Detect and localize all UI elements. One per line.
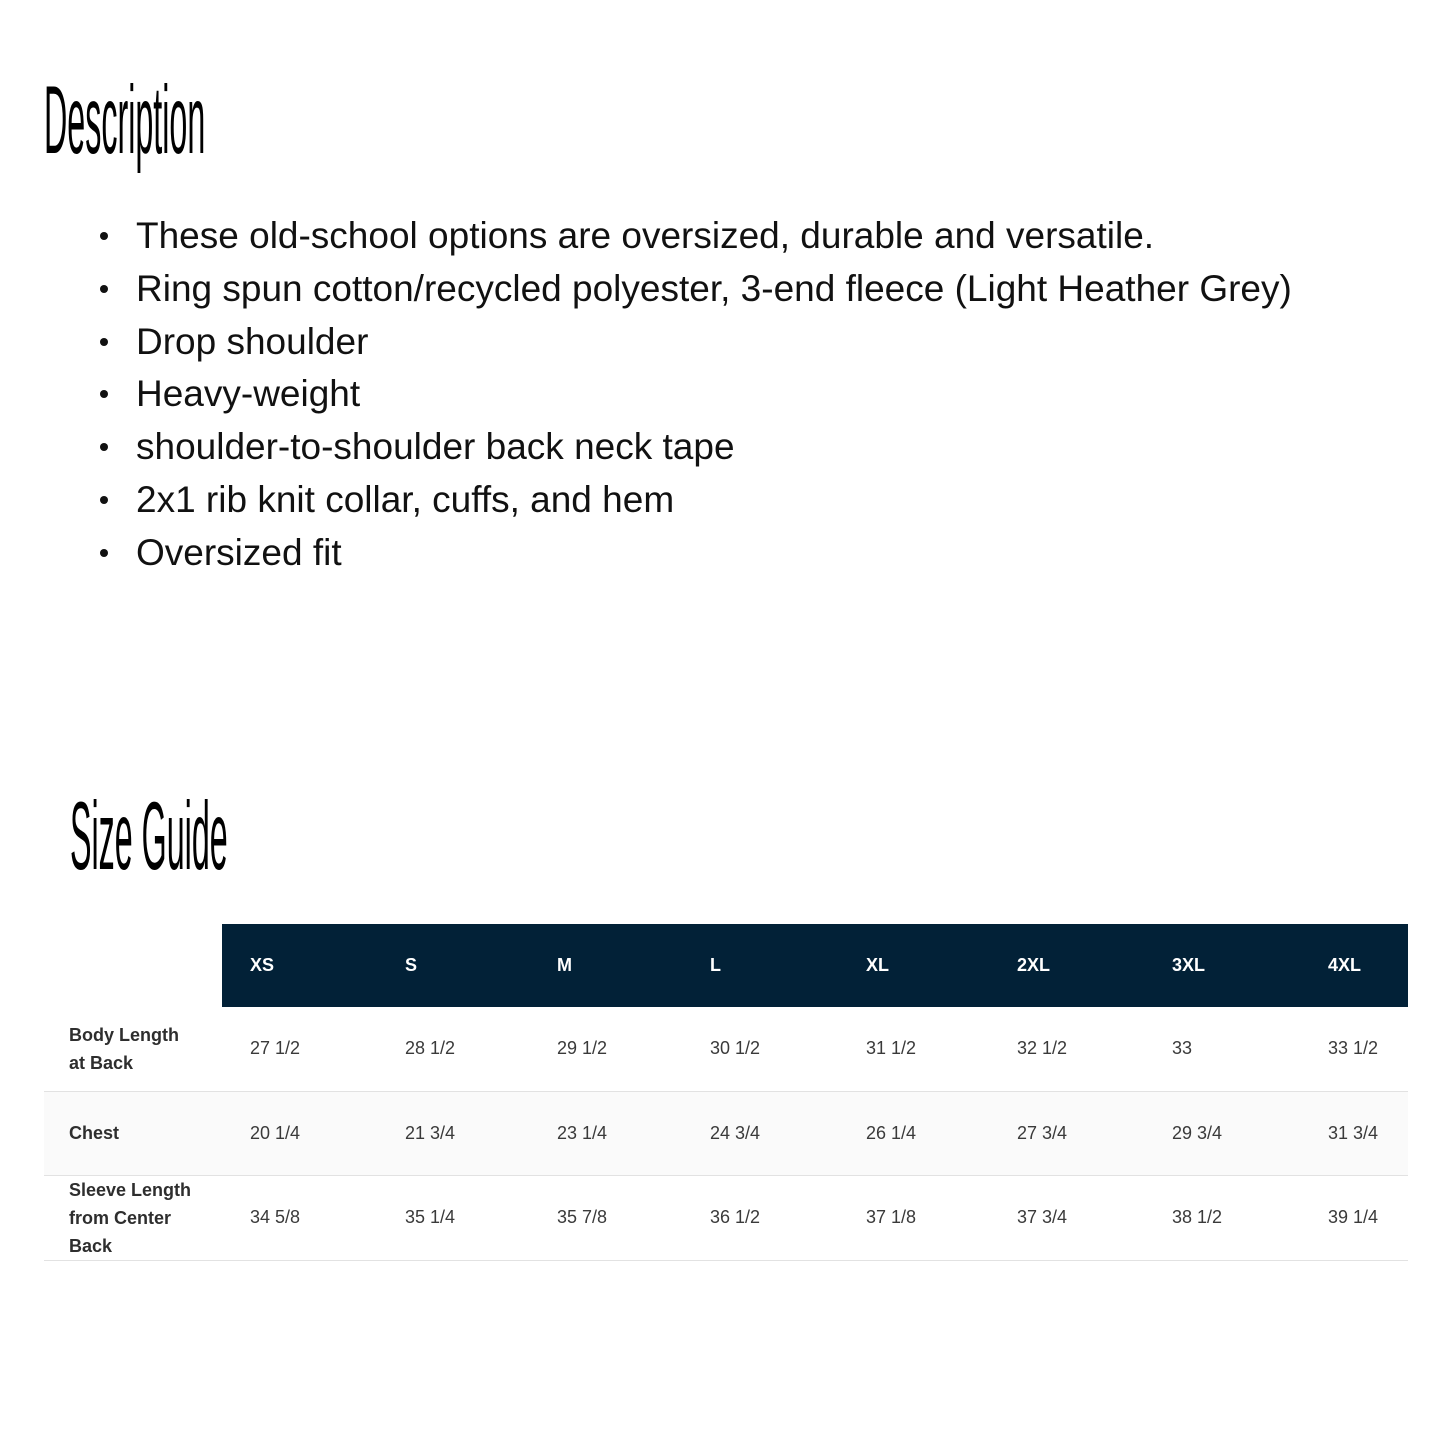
size-table xyxy=(44,924,1408,1261)
measurement-value: 23 1/4 xyxy=(557,1122,608,1143)
table-row xyxy=(44,1091,1408,1175)
measurement-value: 39 1/4 xyxy=(1328,1207,1379,1227)
table-row xyxy=(44,1007,1408,1091)
size-header-cell: XS xyxy=(222,924,377,1007)
bullet-icon xyxy=(100,496,108,504)
measurement-value: 33 xyxy=(1172,1038,1193,1059)
measurement-value: 35 7/8 xyxy=(557,1207,608,1227)
feature-text: Heavy-weight xyxy=(136,373,361,415)
size-header-cell: S xyxy=(377,924,529,1007)
feature-list xyxy=(96,210,1292,580)
measurement-value: 31 3/4 xyxy=(1328,1122,1379,1143)
description-heading: Description xyxy=(44,67,206,175)
size-header-cell: M xyxy=(529,924,682,1007)
measurement-value: 30 1/2 xyxy=(710,1038,761,1059)
feature-text: Oversized fit xyxy=(136,531,342,573)
measurement-label: Sleeve Length from Center Back xyxy=(69,1179,192,1256)
bullet-icon xyxy=(100,390,108,398)
measurement-value: 20 1/4 xyxy=(250,1122,301,1143)
measurement-value: 24 3/4 xyxy=(710,1122,761,1143)
measurement-label: Body Length at Back xyxy=(69,1024,179,1073)
size-header-cell: 2XL xyxy=(989,924,1144,1007)
measurement-label: Chest xyxy=(69,1123,120,1143)
measurement-value: 35 1/4 xyxy=(405,1207,456,1227)
bullet-icon xyxy=(100,285,108,293)
measurement-value: 34 5/8 xyxy=(250,1207,301,1227)
size-header-cell: L xyxy=(682,924,838,1007)
bullet-icon xyxy=(100,338,108,346)
measurement-value: 29 3/4 xyxy=(1172,1122,1223,1143)
bullet-icon xyxy=(100,443,108,451)
feature-text: shoulder-to-shoulder back neck tape xyxy=(136,426,735,468)
measurement-value: 38 1/2 xyxy=(1172,1207,1223,1227)
feature-item xyxy=(96,474,1292,527)
feature-item xyxy=(96,316,1292,369)
feature-item xyxy=(96,527,1292,580)
measurement-value: 37 1/8 xyxy=(866,1207,917,1227)
measurement-value: 29 1/2 xyxy=(557,1038,608,1059)
feature-text: 2x1 rib knit collar, cuffs, and hem xyxy=(136,478,675,520)
size-header-row xyxy=(44,924,1408,1007)
measurement-value: 28 1/2 xyxy=(405,1038,456,1059)
feature-text: These old-school options are oversized, durable and versatile. xyxy=(136,215,1155,256)
bullet-icon xyxy=(100,232,108,240)
size-header-cell: 3XL xyxy=(1144,924,1300,1007)
feature-text: Drop shoulder xyxy=(136,320,369,362)
measurement-value: 21 3/4 xyxy=(405,1122,456,1143)
feature-item xyxy=(96,263,1292,316)
feature-text: Ring spun cotton/recycled polyester, 3-end fleece (Light Heather Grey) xyxy=(136,267,1292,309)
measurement-value: 32 1/2 xyxy=(1017,1038,1068,1059)
size-header-cell: XL xyxy=(838,924,989,1007)
measurement-value: 27 1/2 xyxy=(250,1038,301,1059)
size-guide-heading: Size Guide xyxy=(70,783,228,891)
feature-item xyxy=(96,210,1292,263)
table-row xyxy=(44,1175,1408,1260)
header-corner xyxy=(44,924,222,1007)
measurement-value: 33 1/2 xyxy=(1328,1038,1379,1059)
measurement-value: 37 3/4 xyxy=(1017,1207,1068,1227)
measurement-value: 31 1/2 xyxy=(866,1038,917,1059)
measurement-value: 26 1/4 xyxy=(866,1122,917,1143)
measurement-value: 27 3/4 xyxy=(1017,1122,1068,1143)
size-header-cell: 4XL xyxy=(1300,924,1408,1007)
feature-item xyxy=(96,368,1292,421)
measurement-value: 36 1/2 xyxy=(710,1207,761,1227)
bullet-icon xyxy=(100,549,108,557)
feature-item xyxy=(96,421,1292,474)
